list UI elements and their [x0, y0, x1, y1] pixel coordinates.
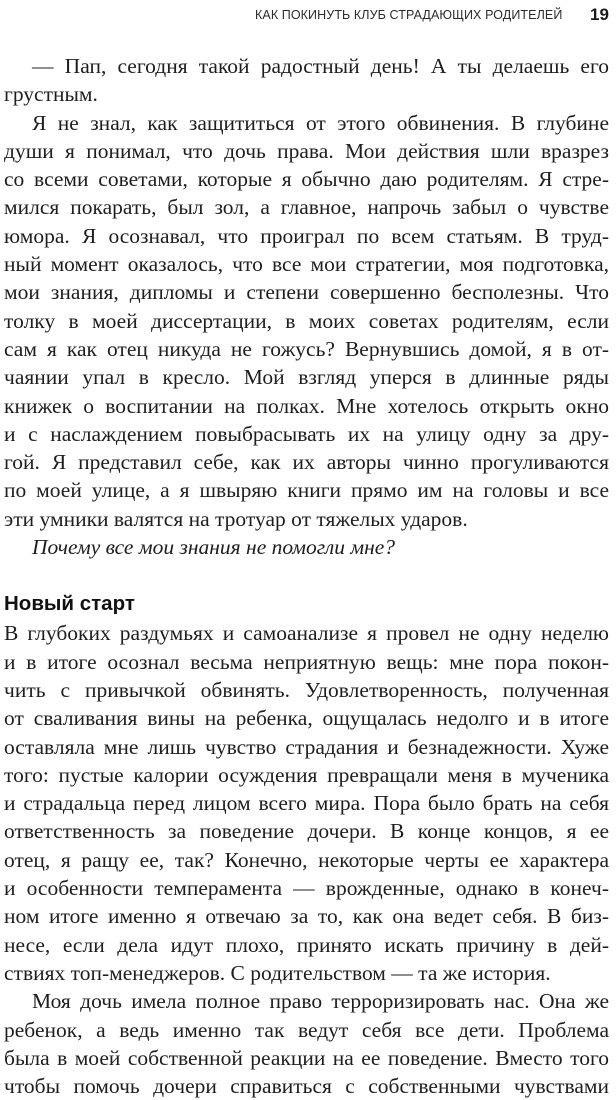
text-line: эти умники валятся на тротуар от тяжелых ударов.	[4, 506, 468, 531]
running-header	[0, 0, 616, 34]
text-line: и в итоге осознал весьма неприятную вещь: мне пора покон-	[4, 649, 609, 674]
section-gap	[4, 561, 609, 589]
text-line: ном итоге именно я отвечаю за то, как она ведет себя. В биз-	[4, 904, 609, 929]
text-line: ребенок, а ведь именно так ведут себя все дети. Проблема	[4, 1017, 609, 1042]
text-line: книжек о воспитании на полках. Мне хотелось открыть окно	[4, 393, 609, 418]
text-line: чить с привычкой обвинять. Удовлетворенность, полученная	[4, 677, 609, 702]
text-line: гой. Я представил себе, как их авторы чинно прогуливаются	[4, 450, 609, 475]
page-body	[4, 52, 609, 1100]
text-line: по моей улице, а я швыряю книги прямо им на головы и все	[4, 478, 609, 503]
text-line: несе, если дела идут плохо, принято искать причину в дей-	[4, 932, 609, 957]
text-line: ный момент оказалось, что все мои стратегии, моя подготовка,	[4, 252, 609, 277]
text-line: и с наслаждением повыбрасывать их на улицу одну за дру-	[4, 421, 609, 446]
text-line: чаянии упал в кресло. Мой взгляд уперся в длинные ряды	[4, 365, 609, 390]
text-line: Моя дочь имела полное право терроризировать нас. Она же	[32, 989, 609, 1014]
text-line: мои знания, дипломы и степени совершенно бесполезны. Что	[4, 280, 609, 305]
text-line: того: пустые калории осуждения превращали меня в мученика	[4, 762, 609, 787]
italic-question: Почему все мои знания не помогли мне?	[32, 535, 396, 560]
section-heading: Новый старт	[4, 592, 135, 616]
page-number: 19	[590, 5, 609, 24]
text-line: от сваливания вины на ребенка, ощущалась недолго и в итоге	[4, 706, 609, 731]
text-line: со всеми советами, которые я обычно даю родителям. Я стре-	[4, 167, 609, 192]
text-line: души я понимал, что дочь права. Мои действия шли вразрез	[4, 138, 609, 163]
text-line: чтобы помочь дочери справиться с собственными чувствами	[4, 1074, 609, 1099]
text-line: толку в моей диссертации, в моих советах родителям, если	[4, 308, 609, 333]
text-line: — Пап, сегодня такой радостный день! А ты делаешь его	[32, 54, 609, 78]
text-line: отец, я ращу ее, так? Конечно, некоторые черты ее характера	[4, 847, 609, 872]
text-line: юмора. Я осознавал, что проиграл по всем статьям. В труд-	[4, 223, 609, 248]
text-line: ствиях топ-менеджеров. С родительством — та же история.	[4, 960, 551, 985]
text-line: оставляла мне лишь чувство страдания и безнадежности. Хуже	[4, 734, 609, 759]
text-line: и особенности темперамента — врожденные, однако в конеч-	[4, 876, 609, 901]
text-line: сам я как отец никуда не гожусь? Вернувшись домой, я в от-	[4, 336, 609, 361]
text-line: грустным.	[4, 82, 98, 107]
text-line: ответственность за поведение дочери. В конце концов, я ее	[4, 819, 609, 844]
running-title: КАК ПОКИНУТЬ КЛУБ СТРАДАЮЩИХ РОДИТЕЛЕЙ	[255, 8, 563, 22]
text-line: мился покарать, был зол, а главное, напрочь забыл о чувстве	[4, 195, 609, 220]
text-line: Я не знал, как защититься от этого обвинения. В глубине	[32, 110, 609, 135]
text-line: и страдальца перед лицом всего мира. Пора было брать на себя	[4, 791, 609, 816]
text-line: В глубоких раздумьях и самоанализе я провел не одну неделю	[4, 621, 609, 646]
text-line: была в моей собственной реакции на ее поведение. Вместо того	[4, 1045, 609, 1070]
